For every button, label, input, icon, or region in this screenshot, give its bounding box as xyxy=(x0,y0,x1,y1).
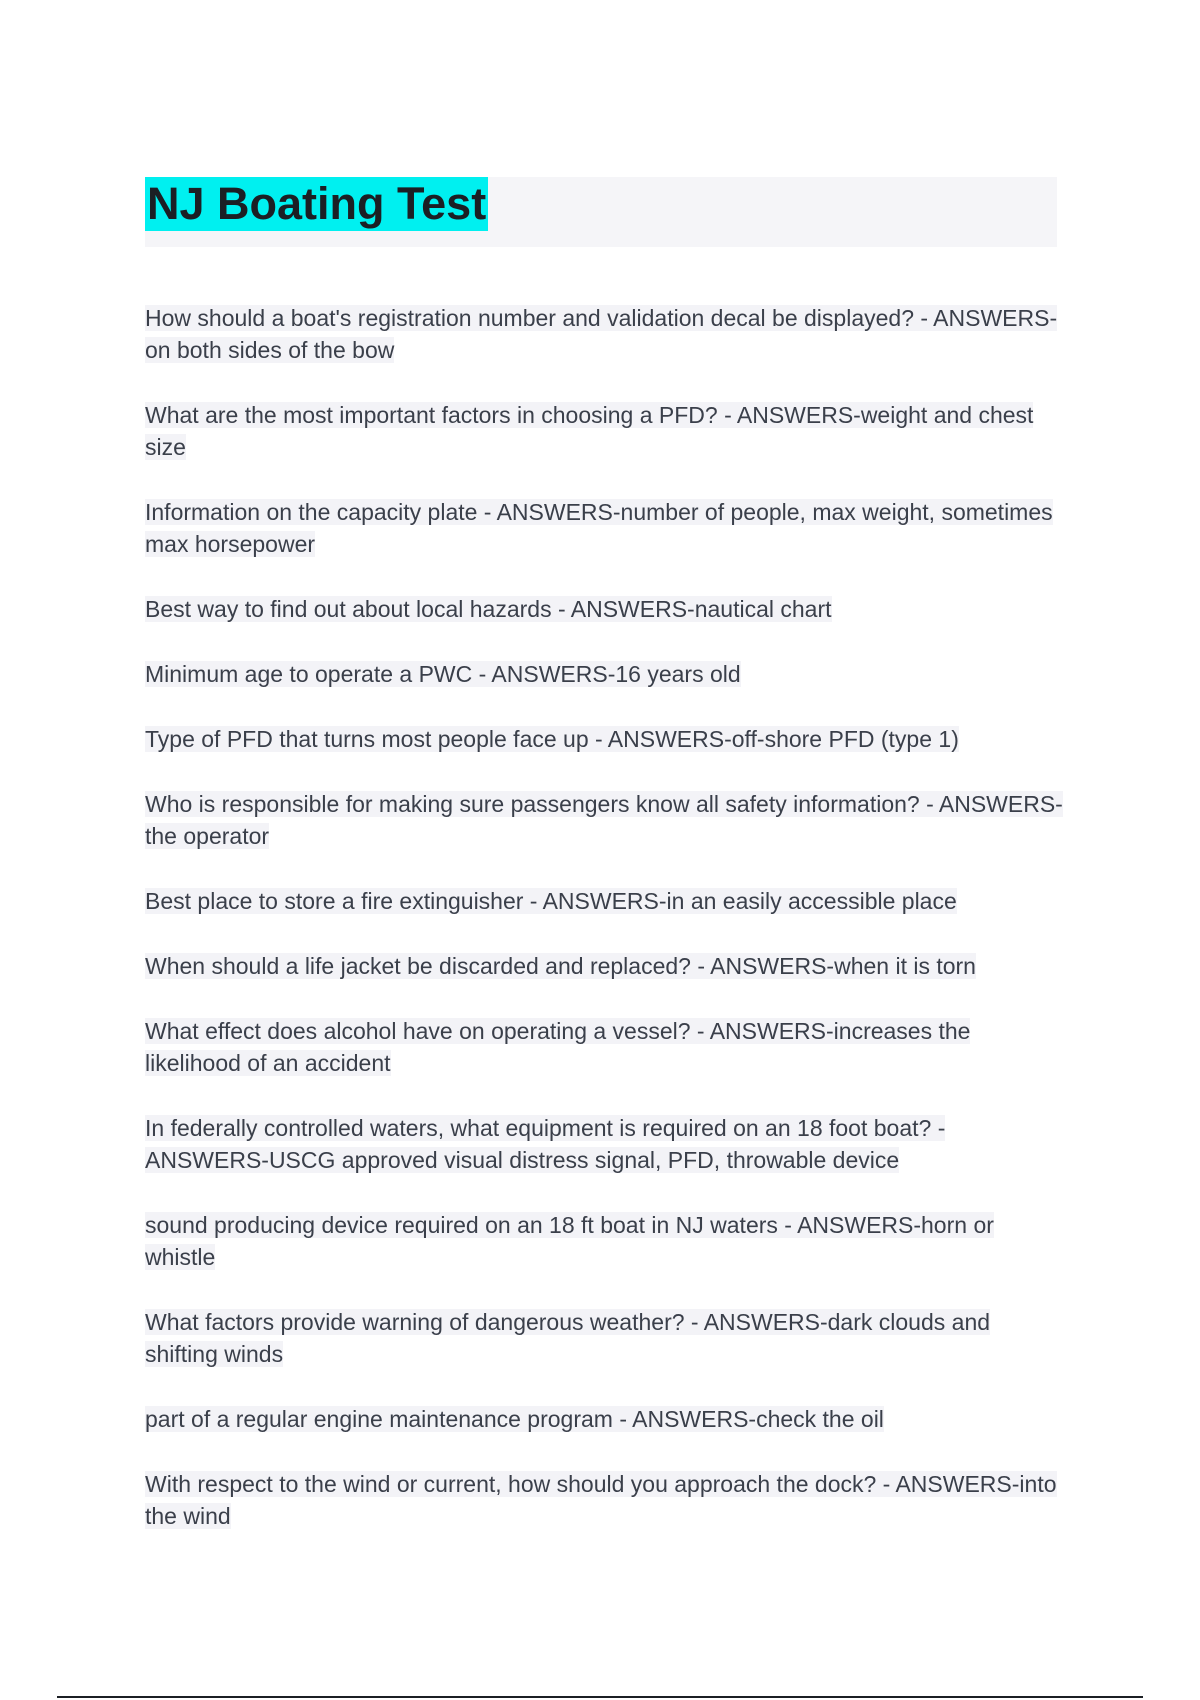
qa-text: Who is responsible for making sure passengers know all safety information? - ANSWERS-the operator xyxy=(145,791,1063,849)
qa-item xyxy=(145,950,1065,982)
qa-text: In federally controlled waters, what equipment is required on an 18 foot boat? - ANSWERS-USCG approved visual distress signal, PFD, throwable device xyxy=(145,1115,946,1173)
qa-item xyxy=(145,885,1065,917)
qa-item xyxy=(145,302,1065,366)
qa-text: Information on the capacity plate - ANSWERS-number of people, max weight, sometimes max horsepower xyxy=(145,499,1053,557)
qa-item xyxy=(145,1468,1065,1532)
qa-text: sound producing device required on an 18 ft boat in NJ waters - ANSWERS-horn or whistle xyxy=(145,1212,994,1270)
footer-rule xyxy=(57,1696,1143,1698)
qa-item xyxy=(145,1209,1065,1273)
qa-list xyxy=(145,302,1065,1565)
qa-text: Minimum age to operate a PWC - ANSWERS-16 years old xyxy=(145,661,741,687)
qa-item xyxy=(145,723,1065,755)
qa-item xyxy=(145,1112,1065,1176)
qa-item xyxy=(145,658,1065,690)
qa-text: With respect to the wind or current, how should you approach the dock? - ANSWERS-into the wind xyxy=(145,1471,1057,1529)
qa-item xyxy=(145,1015,1065,1079)
qa-item xyxy=(145,1403,1065,1435)
qa-item xyxy=(145,593,1065,625)
qa-text: When should a life jacket be discarded and replaced? - ANSWERS-when it is torn xyxy=(145,953,976,979)
document-title: NJ Boating Test xyxy=(147,178,487,229)
qa-item xyxy=(145,399,1065,463)
qa-text: What are the most important factors in choosing a PFD? - ANSWERS-weight and chest size xyxy=(145,402,1034,460)
qa-text: Best place to store a fire extinguisher - ANSWERS-in an easily accessible place xyxy=(145,888,957,914)
qa-text: part of a regular engine maintenance program - ANSWERS-check the oil xyxy=(145,1406,884,1432)
qa-text: What factors provide warning of dangerous weather? - ANSWERS-dark clouds and shifting winds xyxy=(145,1309,991,1367)
qa-text: What effect does alcohol have on operating a vessel? - ANSWERS-increases the likelihood of an accident xyxy=(145,1018,971,1076)
qa-item xyxy=(145,1306,1065,1370)
qa-item xyxy=(145,788,1065,852)
qa-text: How should a boat's registration number and validation decal be displayed? - ANSWERS-on both sides of the bow xyxy=(145,305,1058,363)
qa-text: Best way to find out about local hazards - ANSWERS-nautical chart xyxy=(145,596,832,622)
qa-text: Type of PFD that turns most people face up - ANSWERS-off-shore PFD (type 1) xyxy=(145,726,959,752)
qa-item xyxy=(145,496,1065,560)
